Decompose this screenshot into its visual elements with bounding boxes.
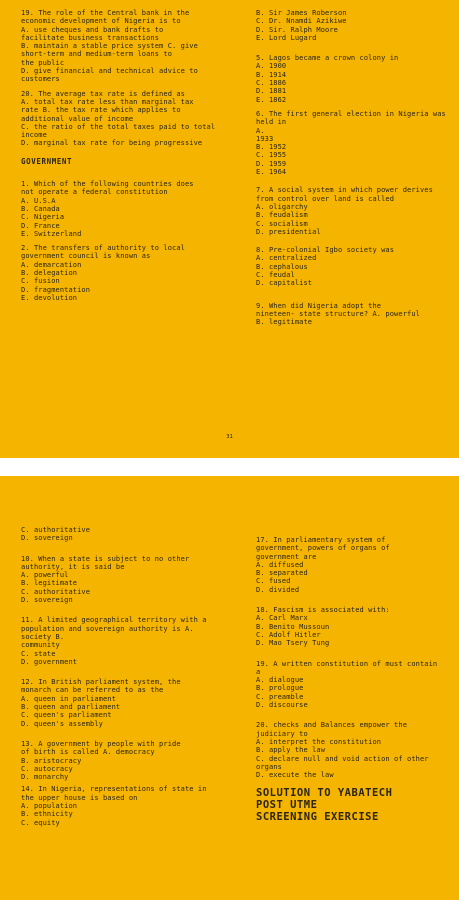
section-heading-government: GOVERNMENT bbox=[21, 156, 73, 166]
option-line: C. Nigeria bbox=[21, 213, 65, 222]
option-line: D. give financial and technical advice to bbox=[21, 67, 198, 76]
option-line: C. fused bbox=[256, 577, 291, 586]
question-stem-line: a bbox=[256, 667, 261, 676]
top-left-column bbox=[21, 9, 233, 308]
question-5 bbox=[256, 54, 456, 104]
option-line: D. execute the law bbox=[256, 771, 334, 780]
option-line: D. government bbox=[21, 657, 78, 666]
question-17 bbox=[256, 536, 456, 594]
question-14 bbox=[21, 785, 233, 826]
question-stem-line: judiciary to bbox=[256, 729, 308, 738]
option-line: C. queen's parliament bbox=[21, 711, 112, 720]
question-stem-line: 17. In parliamentary system of bbox=[256, 536, 386, 544]
option-line: B. separated bbox=[256, 569, 308, 578]
question-stem-line: 8. Pre-colonial Igbo society was bbox=[256, 246, 395, 255]
option-line: B. legitimate bbox=[21, 579, 78, 588]
option-line: C. equity bbox=[21, 818, 60, 827]
question-stem-line: nineteen- state structure? A. powerful bbox=[256, 309, 420, 318]
option-line: D. 1881 bbox=[256, 87, 287, 96]
option-line: E. Lord Lugard bbox=[256, 33, 317, 42]
option-line: D. divided bbox=[256, 585, 300, 594]
option-line: A. oligarchy bbox=[256, 202, 308, 211]
option-line: C. 1955 bbox=[256, 151, 287, 160]
option-line: A. queen in parliament bbox=[21, 694, 116, 703]
option-line: income bbox=[21, 131, 47, 140]
option-line: A. demarcation bbox=[21, 260, 82, 269]
option-line: rate B. the tax rate which applies to bbox=[21, 106, 181, 115]
option-line: D. marginal tax rate for being progressive bbox=[21, 139, 203, 148]
question-4-tail bbox=[256, 9, 456, 42]
option-line: B. cephalous bbox=[256, 262, 308, 271]
question-11 bbox=[21, 616, 233, 666]
option-line: B. Canada bbox=[21, 204, 60, 213]
option-line: B. 1952 bbox=[256, 143, 287, 152]
exam-page-bottom bbox=[0, 476, 459, 900]
option-line: B. maintain a stable price system C. give bbox=[21, 42, 198, 51]
question-stem-line: 19. A written constitution of must contain bbox=[256, 659, 438, 668]
question-stem-line: not operate a federal constitution bbox=[21, 188, 168, 197]
question-stem-line: from control over land is called bbox=[256, 194, 395, 203]
question-stem-line: community bbox=[21, 641, 60, 650]
option-line: C. state bbox=[21, 649, 56, 658]
question-6 bbox=[256, 110, 456, 176]
option-line: B. apply the law bbox=[256, 746, 326, 755]
question-12 bbox=[21, 678, 233, 728]
option-line: 1933 bbox=[256, 134, 274, 143]
option-line: B. delegation bbox=[21, 269, 78, 278]
option-line: C. socialism bbox=[256, 219, 308, 228]
option-line: C. autocracy bbox=[21, 764, 73, 773]
page-number: 31 bbox=[226, 434, 233, 440]
option-line: A. U.S.A bbox=[21, 196, 56, 205]
option-line: D. capitalist bbox=[256, 279, 313, 288]
question-stem-line: 7. A social system in which power derives bbox=[256, 186, 433, 195]
option-line: B. 1914 bbox=[256, 70, 287, 79]
option-line: C. authoritative bbox=[21, 587, 91, 596]
option-line: D. discourse bbox=[256, 701, 308, 710]
option-line: A. 1900 bbox=[256, 62, 287, 71]
question-9 bbox=[256, 302, 456, 327]
option-line: the public bbox=[21, 58, 65, 67]
option-line: C. 1886 bbox=[256, 79, 287, 88]
option-line: A. bbox=[256, 126, 265, 135]
question-stem-line: government council is known as bbox=[21, 252, 151, 261]
option-line: D. Sir. Ralph Moore bbox=[256, 25, 338, 34]
option-line: facilitate business transactions bbox=[21, 33, 160, 42]
option-line: C. preamble bbox=[256, 692, 304, 701]
question-20-checks-balances bbox=[256, 721, 456, 779]
option-line: D. presidential bbox=[256, 227, 321, 236]
option-line: C. the ratio of the total taxes paid to total bbox=[21, 122, 216, 131]
question-1-government bbox=[21, 180, 233, 238]
option-line: D. sovereign bbox=[21, 596, 73, 605]
option-line: A. interpret the constitution bbox=[256, 737, 382, 746]
option-line: A. Carl Marx bbox=[256, 614, 308, 623]
option-line: D. France bbox=[21, 221, 60, 230]
question-18 bbox=[256, 606, 456, 647]
question-2-government bbox=[21, 244, 233, 302]
option-line: A. population bbox=[21, 802, 78, 811]
option-line: C. Adolf Hitler bbox=[256, 630, 321, 639]
question-stem-line: 14. In Nigeria, representations of state in bbox=[21, 785, 207, 794]
option-line: B. feudalism bbox=[256, 211, 308, 220]
question-stem-line: 5. Lagos became a crown colony in bbox=[256, 54, 399, 63]
solution-line: POST UTME bbox=[256, 799, 318, 812]
option-line: A. powerful bbox=[21, 571, 69, 580]
question-20-economics bbox=[21, 90, 233, 148]
option-line: A. use cheques and bank drafts to bbox=[21, 25, 164, 34]
question-stem-line: 19. The role of the Central bank in the bbox=[21, 9, 190, 17]
question-stem-line: of birth is called A. democracy bbox=[21, 748, 155, 757]
question-19-economics bbox=[21, 9, 233, 84]
option-line: D. monarchy bbox=[21, 773, 69, 782]
option-line: additional value of income bbox=[21, 114, 134, 123]
question-stem-line: economic development of Nigeria is to bbox=[21, 17, 181, 26]
question-stem-line: 1. Which of the following countries does bbox=[21, 180, 194, 189]
option-line: B. ethnicity bbox=[21, 810, 73, 819]
option-line: B. Sir James Roberson bbox=[256, 9, 347, 17]
bottom-left-column bbox=[21, 526, 233, 833]
bottom-right-column bbox=[256, 536, 456, 823]
option-line: D. 1959 bbox=[256, 159, 287, 168]
option-line: E. Switzerland bbox=[21, 229, 82, 238]
top-right-column bbox=[256, 9, 456, 333]
solution-line: SOLUTION TO YABATECH bbox=[256, 787, 393, 800]
question-19-constitution bbox=[256, 660, 456, 710]
option-line: D. sovereign bbox=[21, 534, 73, 543]
option-line: C. Dr. Nnamdi Azikiwe bbox=[256, 17, 347, 26]
option-line: customers bbox=[21, 75, 60, 84]
question-stem-line: 10. When a state is subject to no other bbox=[21, 554, 190, 563]
question-13 bbox=[21, 740, 233, 781]
question-stem-line: government, powers of organs of bbox=[256, 544, 390, 553]
question-stem-line: 12. In British parliament system, the bbox=[21, 678, 181, 687]
question-stem-line: 2. The transfers of authority to local bbox=[21, 244, 185, 253]
question-stem-line: 11. A limited geographical territory with a bbox=[21, 616, 207, 625]
question-9-tail bbox=[21, 526, 233, 543]
option-line: B. legitimate bbox=[256, 318, 313, 327]
question-8 bbox=[256, 246, 456, 287]
solution-heading bbox=[256, 787, 456, 823]
option-line: C. authoritative bbox=[21, 526, 91, 534]
option-line: short-term and medium-term loans to bbox=[21, 50, 173, 59]
question-10 bbox=[21, 555, 233, 605]
option-line: B. aristocracy bbox=[21, 756, 82, 765]
option-line: B. queen and parliament bbox=[21, 703, 121, 712]
option-line: A. total tax rate less than marginal tax bbox=[21, 97, 194, 106]
option-line: E. devolution bbox=[21, 293, 78, 302]
question-stem-line: government are bbox=[256, 552, 317, 561]
solution-line: SCREENING EXERCISE bbox=[256, 811, 379, 824]
question-stem-line: population and sovereign authority is A. bbox=[21, 624, 194, 633]
option-line: C. fusion bbox=[21, 277, 60, 286]
question-stem-line: 20. checks and Balances empower the bbox=[256, 721, 408, 730]
question-7 bbox=[256, 186, 456, 236]
question-stem-line: 18. Fascism is associated with: bbox=[256, 606, 390, 615]
question-stem-line: 6. The first general election in Nigeria was bbox=[256, 109, 446, 118]
question-stem-line: 9. When did Nigeria adopt the bbox=[256, 301, 382, 310]
option-line: B. Benito Mussoun bbox=[256, 622, 330, 631]
option-line: A. dialogue bbox=[256, 676, 304, 685]
option-line: D. fragmentation bbox=[21, 285, 91, 294]
question-stem-line: held in bbox=[256, 118, 287, 127]
question-stem-line: the upper house is based on bbox=[21, 793, 138, 802]
option-line: D. queen's assembly bbox=[21, 719, 103, 728]
question-stem-line: society B. bbox=[21, 632, 65, 641]
question-stem-line: authority, it is said be bbox=[21, 562, 125, 571]
option-line: organs bbox=[256, 762, 282, 771]
option-line: E. 1964 bbox=[256, 168, 287, 177]
question-stem-line: monarch can be referred to as the bbox=[21, 686, 164, 695]
option-line: C. feudal bbox=[256, 271, 295, 280]
option-line: D. Mao Tsery Tung bbox=[256, 639, 330, 648]
option-line: E. 1862 bbox=[256, 95, 287, 104]
option-line: C. declare null and void action of other bbox=[256, 754, 429, 763]
option-line: B. prologue bbox=[256, 684, 304, 693]
question-stem-line: 20. The average tax rate is defined as bbox=[21, 89, 185, 98]
question-stem-line: 13. A government by people with pride bbox=[21, 739, 181, 748]
option-line: A. centralized bbox=[256, 254, 317, 263]
option-line: A. diffused bbox=[256, 560, 304, 569]
page-separator bbox=[0, 458, 459, 476]
